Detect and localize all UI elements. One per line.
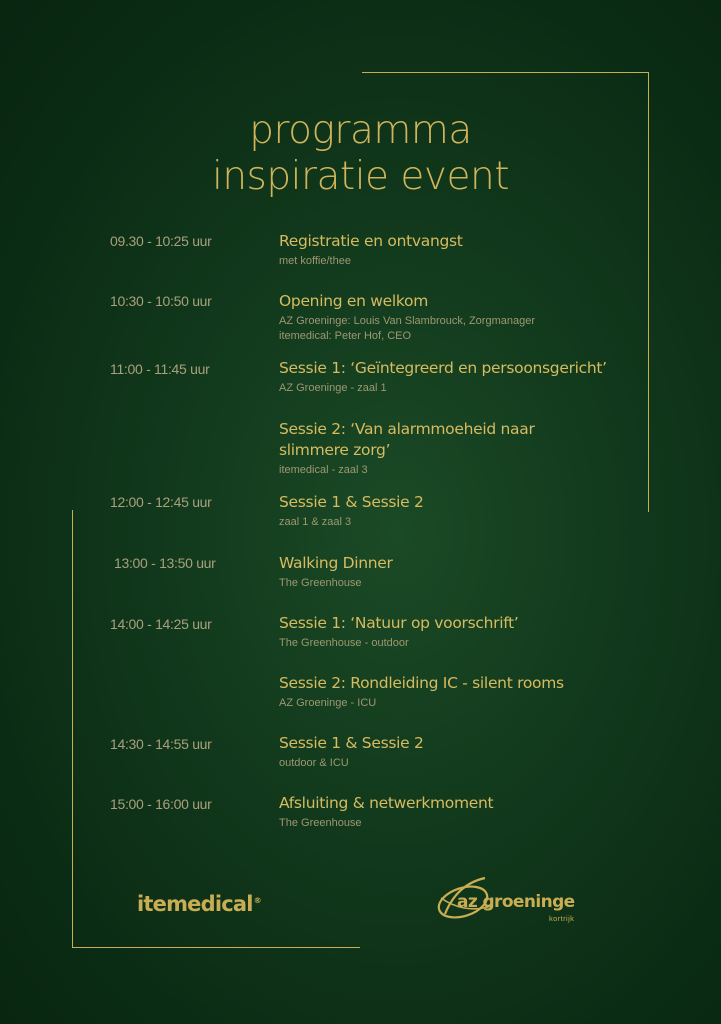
schedule-entry: [279, 793, 639, 831]
title-line-1: programma: [249, 108, 472, 153]
session-detail: itemedical - zaal 3: [279, 464, 368, 476]
frame-left-line: [72, 510, 73, 948]
session-detail: outdoor & ICU: [279, 757, 349, 769]
time-slot: 15:00 - 16:00 uur: [110, 796, 212, 812]
schedule-entry: [279, 291, 639, 344]
schedule-entry: [279, 673, 639, 711]
az-groeninge-logo: [433, 868, 593, 930]
time-slot: 10:30 - 10:50 uur: [110, 293, 212, 309]
registered-mark: ®: [253, 896, 261, 905]
session-title: Sessie 2: Rondleiding IC - silent rooms: [279, 674, 564, 692]
schedule-entry: [279, 492, 639, 530]
session-title: Registratie en ontvangst: [279, 232, 463, 250]
page-title: [0, 108, 721, 200]
session-detail: The Greenhouse - outdoor: [279, 637, 409, 649]
schedule-entry: [279, 419, 569, 478]
session-detail: itemedical: Peter Hof, CEO: [279, 330, 412, 342]
session-title: Sessie 1 & Sessie 2: [279, 734, 424, 752]
title-line-2: inspiratie event: [212, 154, 509, 199]
time-slot: 12:00 - 12:45 uur: [110, 494, 212, 510]
time-slot: 14:30 - 14:55 uur: [110, 736, 212, 752]
session-title: Sessie 1: ‘Geïntegreerd en persoonsgericht’: [279, 359, 607, 377]
schedule-entry: [279, 231, 639, 269]
time-slot: 13:00 - 13:50 uur: [114, 555, 216, 571]
schedule-entry: [279, 613, 639, 651]
schedule-entry: [279, 553, 639, 591]
time-slot: 11:00 - 11:45 uur: [110, 361, 210, 377]
session-detail: zaal 1 & zaal 3: [279, 516, 352, 528]
schedule-entry: [279, 358, 639, 396]
session-detail: AZ Groeninge - ICU: [279, 697, 377, 709]
frame-top-line: [362, 72, 649, 73]
itemedical-logo: [137, 892, 261, 916]
session-title: Opening en welkom: [279, 292, 429, 310]
session-title: Sessie 1 & Sessie 2: [279, 493, 424, 511]
schedule-entry: [279, 733, 639, 771]
session-detail: The Greenhouse: [279, 817, 362, 829]
time-slot: 09.30 - 10:25 uur: [110, 233, 212, 249]
frame-bottom-line: [72, 947, 360, 948]
session-title: Sessie 2: ‘Van alarmmoeheid naar slimmere zorg’: [279, 420, 535, 459]
time-slot: 14:00 - 14:25 uur: [110, 616, 212, 632]
session-title: Afsluiting & netwerkmoment: [279, 794, 494, 812]
session-detail: The Greenhouse: [279, 577, 362, 589]
session-title: Walking Dinner: [279, 554, 393, 572]
session-title: Sessie 1: ‘Natuur op voorschrift’: [279, 614, 519, 632]
az-groeninge-city: kortrijk: [549, 914, 575, 923]
itemedical-logo-text: itemedical: [137, 892, 253, 916]
az-groeninge-name: az groeninge: [457, 892, 575, 912]
session-detail: met koffie/thee: [279, 255, 351, 267]
session-detail: AZ Groeninge: Louis Van Slambrouck, Zorgmanager: [279, 315, 535, 327]
session-detail: AZ Groeninge - zaal 1: [279, 382, 387, 394]
